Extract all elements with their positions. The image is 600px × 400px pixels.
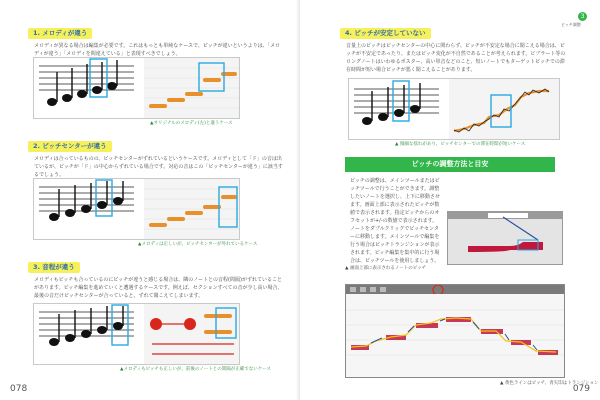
app-screenshot-small-art [448,212,562,264]
figure-caption: ▲メロディもピッチも正しいが、前後のノートとの間隔が正確でないケース [120,367,272,372]
section-melody [28,28,284,58]
figure-panel [33,178,240,240]
section-pitch-center [28,141,284,179]
app-screenshot-large-art [346,285,564,377]
figure-art [34,304,239,364]
section-heading: 3. 音程が違う [28,262,80,273]
section-body: 音量上のピッチはピッチセンターの中心に関わらず、ピッチが不安定な場合に聞こえる場合は、ピッチが不安定であったり、またはピッチ変化が不自然であることが考えられます。ビブラート等のロングノートはいわゆるポスター、高い単音などのこと、短いノートでもターゲットピッチでの滞在時間が短い場合ピッチが悪く聞こえることがあります。 [346,43,566,73]
screenshot-caption: ▲ 画面上部に表示されるノートのピッチ [345,266,427,271]
section-heading: 2. ピッチセンターが違う [28,141,112,152]
section-interval [28,262,284,300]
section-unstable-pitch [340,28,566,74]
bottom-caption: ▲ 黄色ラインはピッチ、青矢印はトランジション [500,381,599,386]
figure-caption: ▲ 微細な揺れがあり、ピッチセンターでの滞在時間が短いケース [395,142,526,147]
figure-art [34,179,239,239]
figure-panel [33,57,240,119]
section-body: メロディもピッチも合っているのにピッチが違うと感じる場合は、隣のノートとの音程(間隔)がずれていることがあります。ピッチ編集を進めていくと遭遇するケースです。例えば、セクションすべての音が少し高い場合、最後の音だけピッチセンターが合っていると、ずれて聞こえてしまいます。 [34,277,283,299]
section-heading: 1. メロディが違う [28,28,92,39]
page-number-left: 078 [10,384,28,394]
figure-caption: ▲オリジナルのメロディ(左)と違うケース [150,121,233,126]
section-body: メロディは合っているものの、ピッチセンターがずれているというケースです。メロディとして「ド」の音は出ているが、ピッチが「ド」の中心からずれている場合です。対応の音はこの「ピッチセンターが違う」に該当するでしょう。 [34,156,283,178]
method-text: ピッチの調整は、メインツールまたはピッチツールで行うことができます。調整したいノートを選択し、上下に移動させます。画面上部に表示されたピッチが数値で表示されます。指定ピッチからのオフセットが+/-の数値で表示されます。ノートをダブルクリックでピッチセンターに移動します。メインツールで編集を行う場合はピッチトランジションが表示されます。ピッチ編集を集中的に行う場合は、ピッチツールを使用しましょう。 [350,178,440,264]
figure-panel [33,303,240,365]
section-heading: 4. ピッチが安定していない [340,28,431,39]
app-screenshot-large [345,284,565,378]
page-number-right: 079 [572,384,590,394]
figure-art [349,79,559,139]
chapter-number-badge: 3 [578,12,587,21]
chapter-title: ピッチ調整 [561,22,581,27]
section-body: メロディが異なる場合は編集が必要です。これはもっとも単純なケースで、ピッチが違いというよりは、「メロディが違う」「メロディを間違えている」と表現すべきでしょう。 [34,43,281,57]
app-screenshot-small [447,211,563,265]
figure-caption: ▲メロディは正しいが、ピッチセンターが外れているケース [138,242,258,247]
method-heading-bar: ピッチの調整方法と目安 [345,157,555,172]
figure-art [34,58,239,118]
figure-panel [348,78,560,140]
